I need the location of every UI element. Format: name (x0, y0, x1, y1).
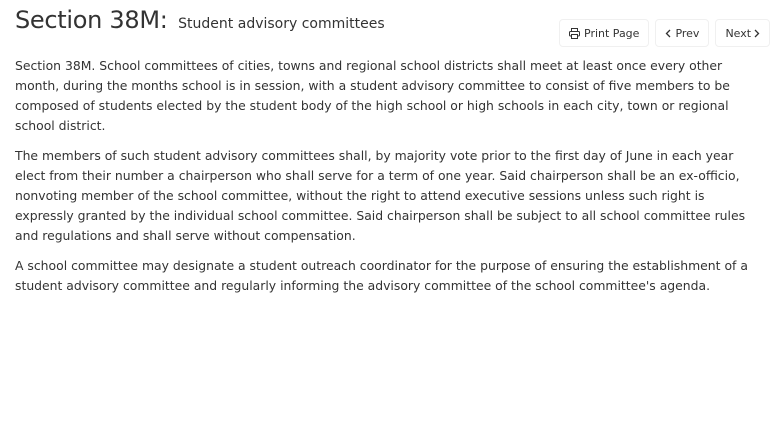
print-page-button[interactable] (559, 19, 649, 47)
page-header (15, 0, 765, 52)
next-label: Next (725, 26, 752, 40)
printer-icon (569, 28, 580, 39)
paragraph: The members of such student advisory committees shall, by majority vote prior to the first day of June in each year elect from their number a chairperson who shall serve for a term of one year. Said chairperson shall be an ex-officio, nonvoting member of the school committee, without the right to attend executive sessions unless such right is expressly granted by the individual school committee. Said chairperson shall be subject to all school committee rules and regulations and shall serve without compensation. (15, 148, 746, 243)
page (15, 0, 765, 293)
chevron-left-icon (665, 29, 671, 38)
section-title: Student advisory committees (178, 16, 385, 32)
page-title (15, 6, 385, 34)
page-toolbar (559, 19, 770, 47)
section-number: Section 38M: (15, 6, 168, 34)
section-body (15, 56, 765, 306)
chevron-right-icon (754, 29, 760, 38)
print-page-label: Print Page (584, 26, 640, 40)
paragraph: A school committee may designate a student outreach coordinator for the purpose of ensuring the establishment of a student advisory committee and regularly informing the advisory committee of the school committee's agenda. (15, 258, 748, 293)
next-button[interactable] (715, 19, 770, 47)
prev-button[interactable] (655, 19, 709, 47)
prev-label: Prev (675, 26, 700, 40)
paragraph: Section 38M. School committees of cities, towns and regional school districts shall meet at least once every other month, during the months school is in session, with a student advisory committee to consist of five members to be composed of students elected by the student body of the high school or high schools in each city, town or regional school district. (15, 58, 730, 133)
